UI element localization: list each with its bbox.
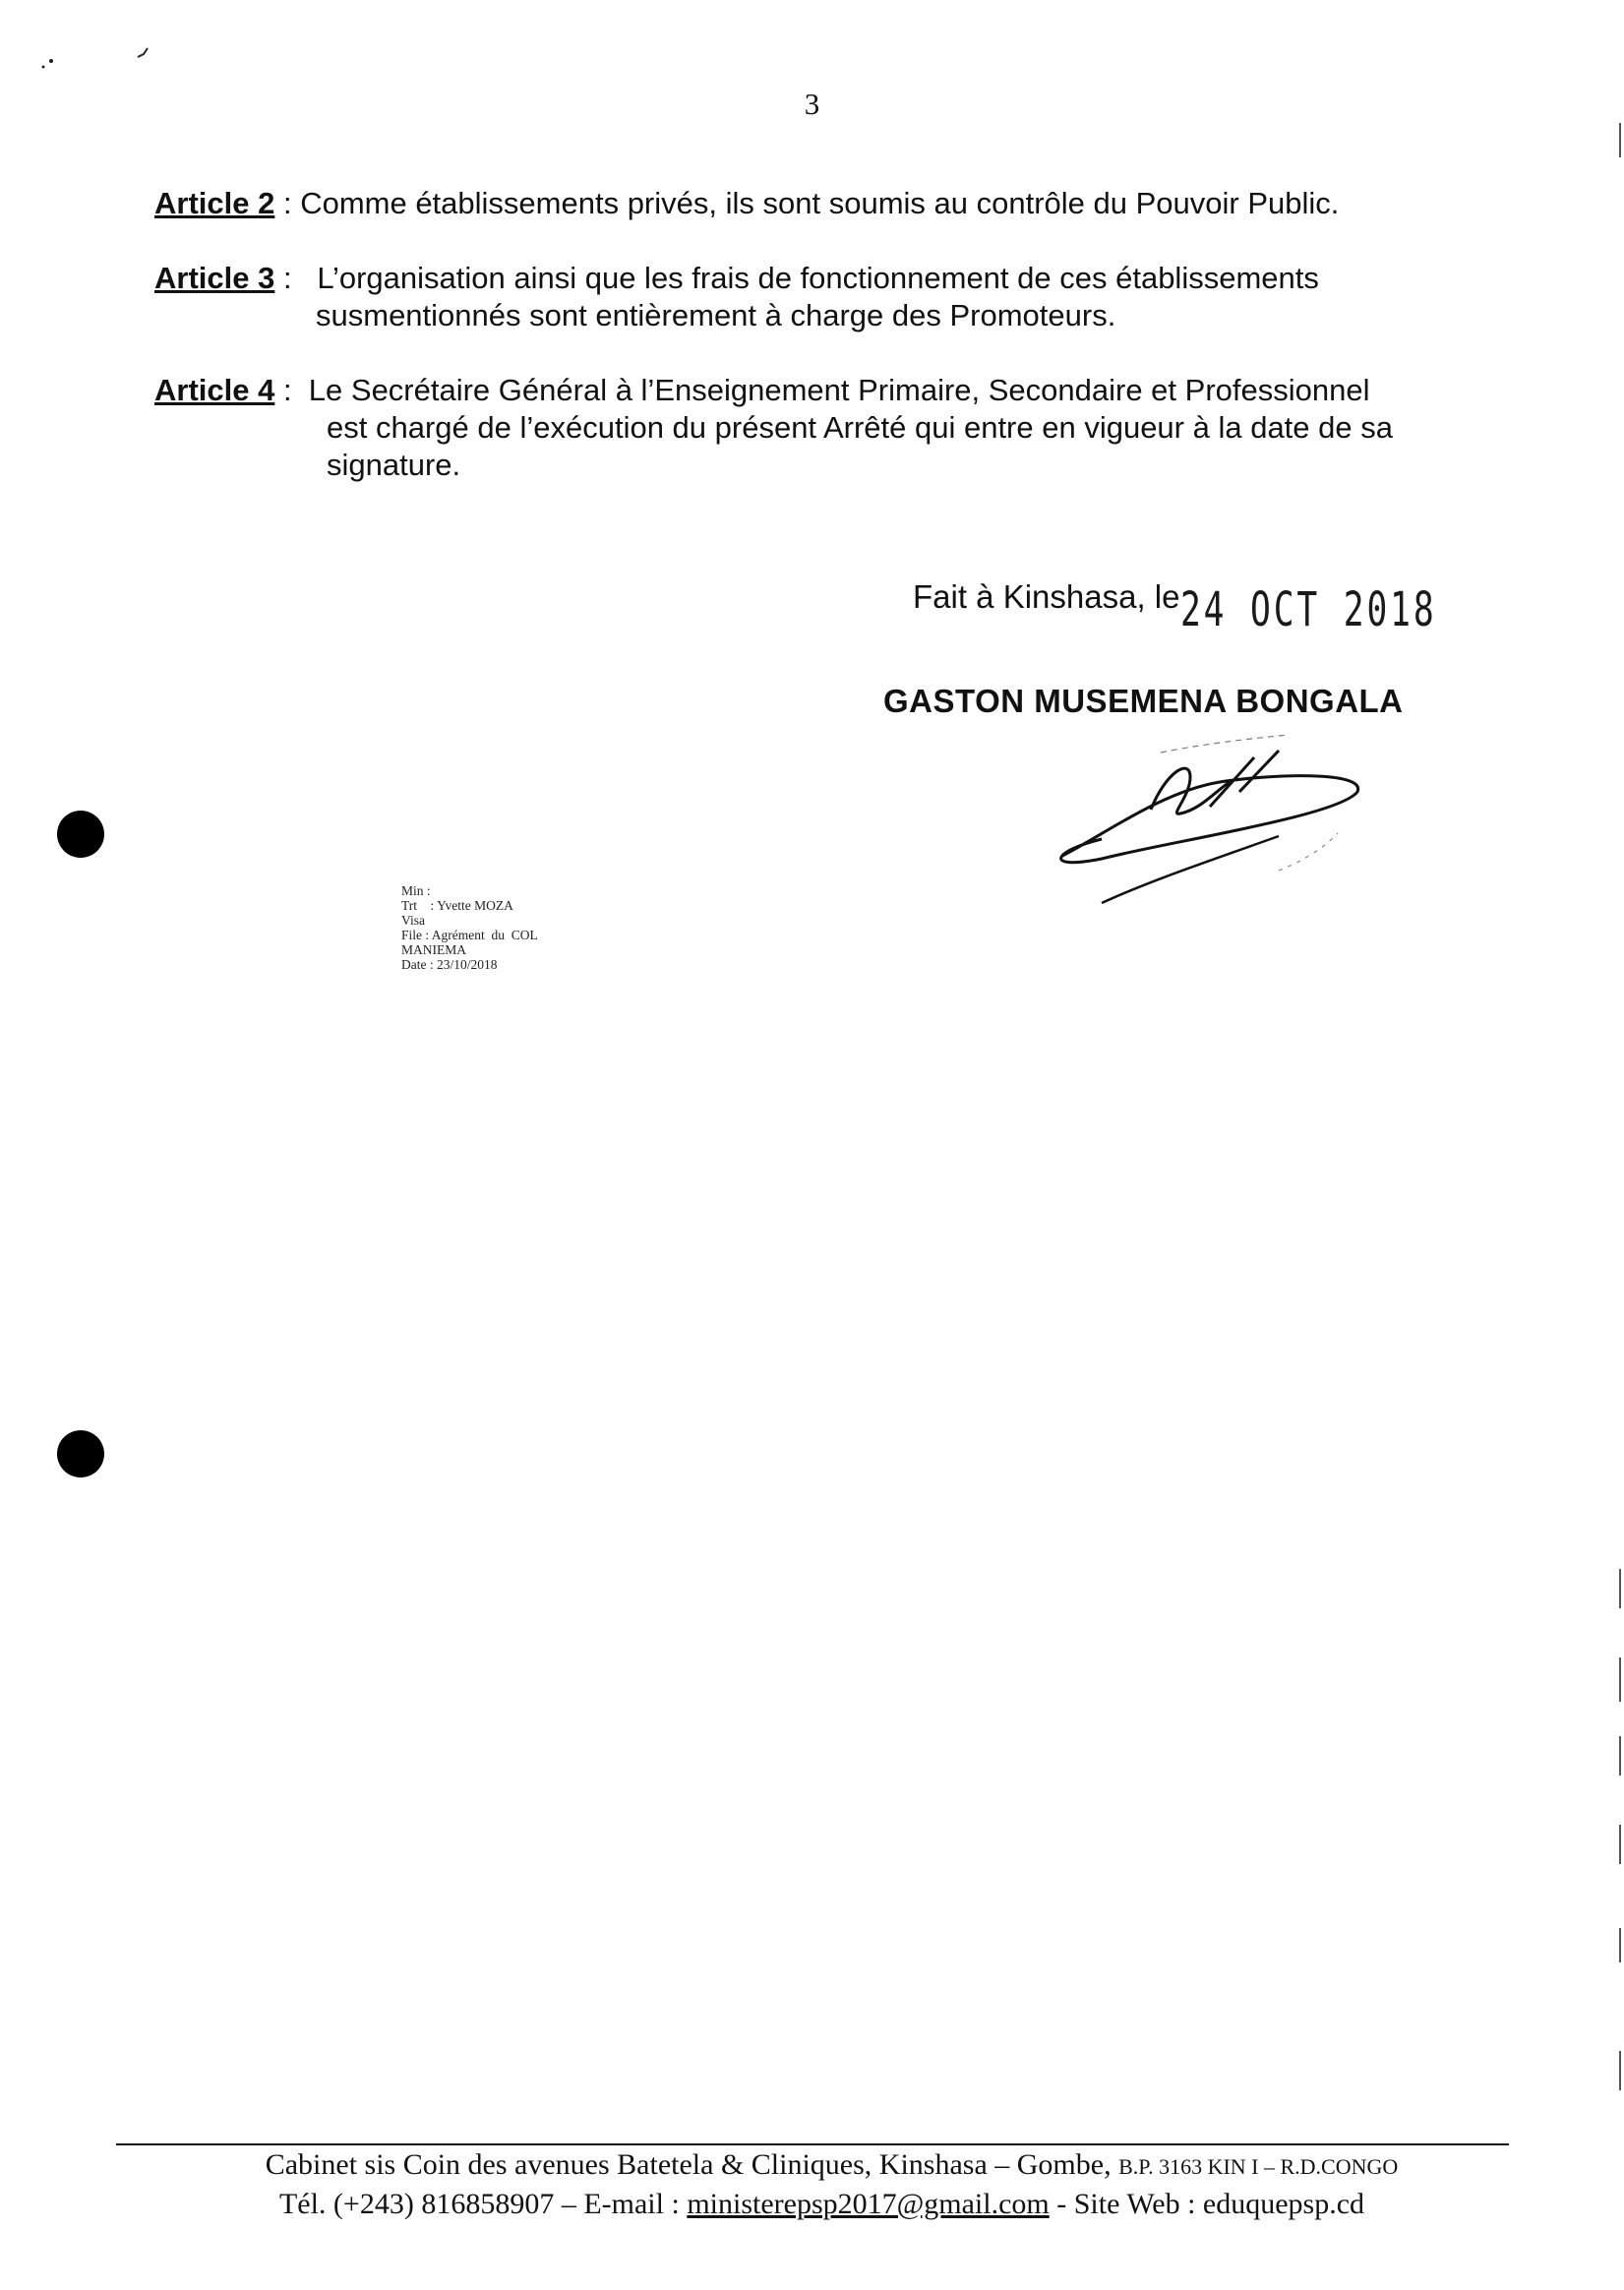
footer-po-box: B.P. 3163 KIN I – R.D.CONGO [1118, 2154, 1399, 2179]
scan-edge-mark [1619, 1825, 1621, 1864]
page-number: 3 [804, 87, 820, 121]
routing-line: Visa [401, 913, 425, 928]
article-4 [154, 372, 1512, 484]
scan-edge-mark [1619, 1736, 1621, 1776]
article-text-continued: signature. [327, 448, 461, 482]
article-label: Article 4 [154, 373, 275, 407]
place-of-signature: Fait à Kinshasa, le [913, 578, 1180, 615]
routing-note [401, 883, 538, 972]
footer-email-link[interactable]: ministerepsp2017@gmail.com [687, 2188, 1050, 2220]
article-separator: : [274, 373, 309, 407]
footer-address-text: Cabinet sis Coin des avenues Batetela & Cliniques, Kinshasa – Gombe, [265, 2148, 1119, 2181]
article-label: Article 3 [154, 261, 275, 295]
article-2 [154, 185, 1512, 222]
footer-address [0, 2146, 1624, 2186]
punch-hole [57, 1430, 104, 1477]
scan-edge-mark [1619, 2051, 1621, 2090]
article-label: Article 2 [154, 186, 275, 220]
routing-line: Date : 23/10/2018 [401, 957, 498, 972]
footer-phone: Tél. (+243) 816858907 – E-mail : [278, 2188, 688, 2220]
date-stamp: 24 OCT 2018 [1180, 582, 1437, 637]
article-separator: : [274, 261, 318, 295]
handwritten-signature [1043, 723, 1367, 910]
routing-line: File : Agrément du COL [401, 928, 538, 942]
routing-line: MANIEMA [401, 942, 466, 957]
article-3 [154, 260, 1512, 334]
routing-line: Trt : Yvette MOZA [401, 898, 513, 913]
article-text: Le Secrétaire Général à l’Enseignement Primaire, Secondaire et Professionnel [308, 373, 1370, 407]
scan-specks [39, 39, 177, 79]
punch-hole [57, 811, 104, 858]
signatory-name: GASTON MUSEMENA BONGALA [883, 683, 1404, 719]
footer-website: - Site Web : eduquepsp.cd [1049, 2188, 1365, 2220]
article-text: L’organisation ainsi que les frais de fonctionnement de ces établissements [317, 261, 1319, 295]
scan-edge-mark [1619, 1569, 1621, 1608]
scan-edge-mark [1619, 1928, 1621, 1962]
footer-rule [116, 2143, 1509, 2145]
article-text-continued: susmentionnés sont entièrement à charge des Promoteurs. [316, 298, 1116, 332]
routing-line: Min : [401, 883, 431, 898]
footer-contact [0, 2186, 1624, 2223]
scan-edge-mark [1619, 1657, 1621, 1702]
article-text-continued: est chargé de l’exécution du présent Arrêté qui entre en vigueur à la date de sa [327, 410, 1393, 445]
scan-edge-mark [1619, 123, 1621, 157]
article-text: Comme établissements privés, ils sont soumis au contrôle du Pouvoir Public. [300, 186, 1340, 220]
article-separator: : [274, 186, 301, 220]
